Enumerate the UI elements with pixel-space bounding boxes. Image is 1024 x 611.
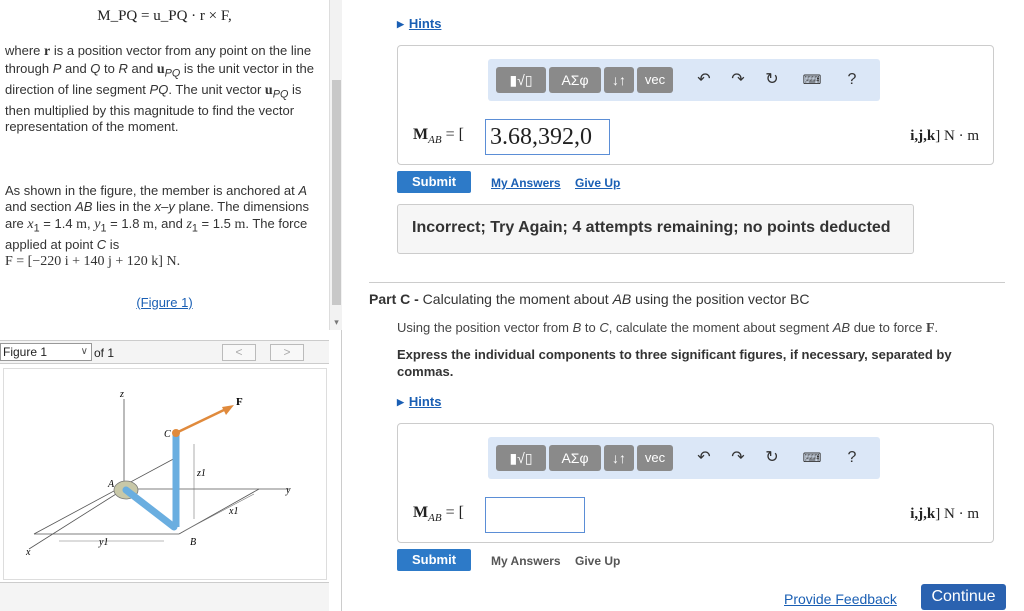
scrollbar-thumb[interactable]	[332, 80, 341, 305]
force-vector: F = [−220 i + 140 j + 120 k] N.	[5, 254, 181, 270]
partc-description: Using the position vector from B to C, calculate the moment about segment AB due to force F.	[397, 320, 939, 336]
label-a: A	[108, 479, 115, 490]
hints-toggle-partc[interactable]: ▶ Hints	[397, 394, 442, 409]
reset-icon[interactable]: ↻	[765, 71, 779, 88]
undo-icon[interactable]: ↶	[697, 449, 711, 466]
label-f: F	[236, 396, 243, 408]
templates-button[interactable]: ▮√▯	[496, 445, 546, 471]
figure-footer	[0, 582, 329, 611]
unit-label-partc: i,j,k] N · m	[910, 506, 979, 522]
question-pane	[343, 0, 1024, 611]
force-arrowhead	[222, 405, 234, 415]
problem-paragraph-1: where r is a position vector from any point on the line through P and Q to R and $u_{PQ}$ is the unit vector in the direction of line segment PQ. The unit vector $u_{PQ}$ is then multiplied by this magnitude to find the vector representation of the moment.	[5, 43, 314, 135]
moment-label-partc: $M_{AB}$ = [	[413, 504, 464, 525]
vector-button[interactable]: vec	[637, 67, 673, 93]
part-divider	[369, 282, 1005, 283]
label-c: C	[164, 429, 171, 440]
moment-formula: M_PQ = u_PQ · r × F,	[97, 8, 232, 24]
member-diagram	[4, 369, 326, 579]
caret-right-icon: ▶	[397, 19, 404, 29]
templates-button[interactable]: ▮√▯	[496, 67, 546, 93]
answer-box-partb	[397, 45, 994, 165]
figure-select[interactable]: Figure 1 ∨	[0, 343, 92, 361]
vector-button[interactable]: vec	[637, 445, 673, 471]
redo-icon[interactable]: ↷	[731, 449, 745, 466]
feedback-message: Incorrect; Try Again; 4 attempts remaining; no points deducted	[397, 204, 914, 254]
label-y: y	[286, 485, 291, 496]
my-answers-link-partb[interactable]: My Answers	[491, 176, 561, 190]
unit-label-partb: i,j,k] N · m	[910, 128, 979, 144]
label-z1: z1	[197, 468, 206, 479]
problem-scrollbar[interactable]	[329, 0, 342, 330]
label-b: B	[190, 537, 197, 548]
label-z: z	[120, 389, 124, 400]
provide-feedback-link[interactable]: Provide Feedback	[784, 591, 897, 607]
label-x: x	[26, 547, 31, 558]
problem-pane	[0, 0, 342, 611]
keyboard-icon[interactable]: ⌨	[802, 72, 822, 87]
help-icon[interactable]: ?	[847, 449, 857, 466]
math-toolbar-partc	[488, 437, 880, 479]
greek-symbols-button[interactable]: ΑΣφ	[549, 445, 601, 471]
plane-back-left-edge	[34, 456, 179, 534]
answer-box-partc	[397, 423, 994, 543]
caret-right-icon: ▶	[397, 397, 404, 407]
figure-toolbar	[0, 340, 329, 364]
pipe-segment-ab	[126, 490, 174, 527]
subscript-superscript-button[interactable]: ↓↑	[604, 67, 634, 93]
moment-label-partb: $M_{AB}$ = [	[413, 126, 464, 147]
problem-paragraph-2: As shown in the figure, the member is anchored at A and section AB lies in the x–y plane. The dimensions are $x_1 = 1.4$ m, $y_1 = 1.8$ m, and $z_1 = 1.5$ m. The force applied at point C is F = [−220 i + 140 j + 120 k] N.	[5, 182, 310, 270]
label-y1: y1	[99, 537, 109, 548]
figure-count: of 1	[94, 346, 115, 360]
give-up-link-partc: Give Up	[575, 554, 621, 568]
continue-button[interactable]: Continue	[921, 584, 1006, 610]
help-icon[interactable]: ?	[847, 71, 857, 88]
figure-prev-button[interactable]: <	[222, 344, 256, 361]
label-x1: x1	[229, 506, 239, 517]
partc-heading: Part C - Calculating the moment about AB using the position vector BC	[369, 291, 810, 307]
figure-next-button[interactable]: >	[270, 344, 304, 361]
undo-icon[interactable]: ↶	[697, 71, 711, 88]
subscript-superscript-button[interactable]: ↓↑	[604, 445, 634, 471]
answer-input-partb[interactable]: 3.68,392,0	[485, 119, 610, 155]
partc-instructions: Express the individual components to three significant figures, if necessary, separated by commas.	[397, 347, 952, 379]
figure-link[interactable]: (Figure 1)	[136, 294, 193, 310]
scroll-down-icon[interactable]: ▾	[334, 317, 339, 327]
force-arrow-line	[178, 409, 226, 432]
x1-dimension-line	[184, 494, 254, 531]
x-axis-line	[29, 489, 124, 549]
hints-toggle-partb[interactable]: ▶ Hints	[397, 16, 442, 31]
redo-icon[interactable]: ↷	[731, 71, 745, 88]
figure-diagram	[3, 368, 327, 580]
answer-input-partc[interactable]	[485, 497, 585, 533]
chevron-down-icon: ∨	[80, 346, 88, 357]
keyboard-icon[interactable]: ⌨	[802, 450, 822, 465]
submit-button-partc[interactable]: Submit	[397, 549, 471, 571]
reset-icon[interactable]: ↻	[765, 449, 779, 466]
problem-text	[0, 0, 328, 340]
my-answers-link-partc: My Answers	[491, 554, 561, 568]
give-up-link-partb[interactable]: Give Up	[575, 176, 621, 190]
submit-button-partb[interactable]: Submit	[397, 171, 471, 193]
math-toolbar-partb	[488, 59, 880, 101]
greek-symbols-button[interactable]: ΑΣφ	[549, 67, 601, 93]
